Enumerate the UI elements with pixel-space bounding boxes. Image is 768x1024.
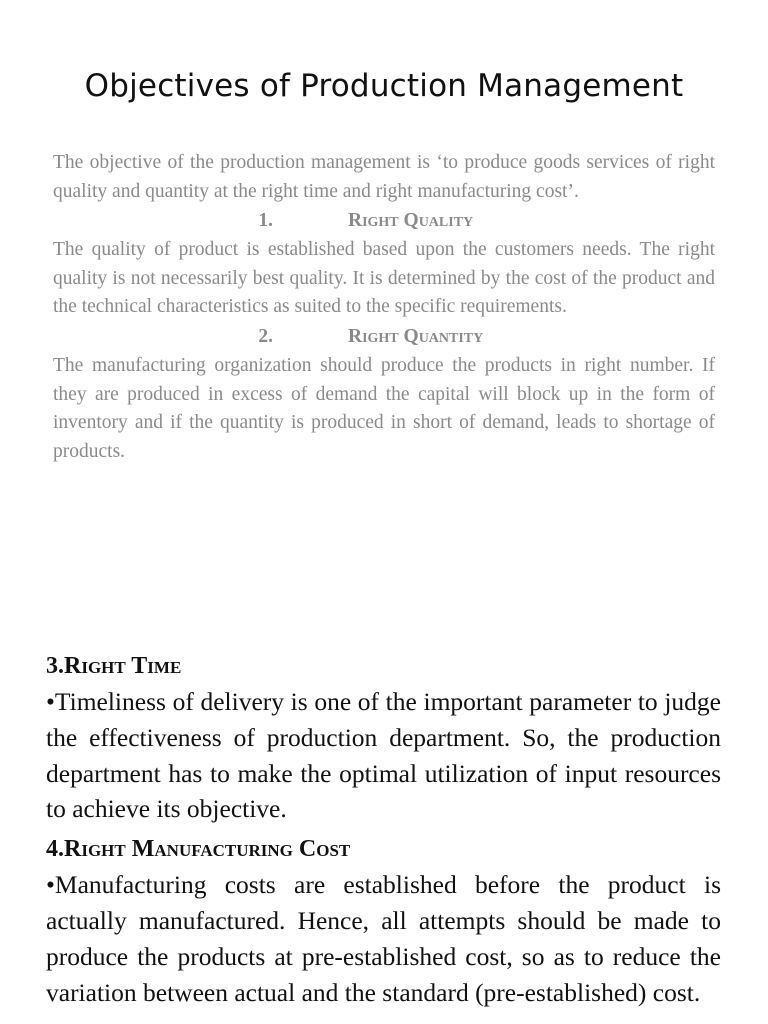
objective-heading-4: 4.Right Manufacturing Cost xyxy=(46,836,351,863)
objective-number: 1. xyxy=(258,210,273,232)
objective-paragraph-2: The manufacturing organization should produce the products in right number. If they are produced in excess of demand the capital will block up in the form of inventory and if the quantity is produced in short of demand, leads to shortage of products. xyxy=(53,354,715,462)
main-section xyxy=(46,648,721,1010)
objective-number: 2. xyxy=(258,325,273,347)
objective-paragraph-1: The quality of product is established based upon the customers needs. The right quality is not necessarily best quality. It is determined by the cost of the product and the technical characteristics as suited to the specific requirements. xyxy=(53,239,715,318)
objective-name: Right Quantity xyxy=(348,325,484,347)
page-title: Objectives of Production Management xyxy=(84,68,684,104)
objective-paragraph-4: •Manufacturing costs are established before the product is actually manufactured. Hence, all attempts should be made to produce the products at pre-established cost, so as to reduce the variation between actual and the standard (pre-established) cost. xyxy=(46,870,721,1007)
objective-heading-3: 3.Right Time xyxy=(46,653,182,679)
objective-paragraph-3: •Timeliness of delivery is one of the important parameter to judge the effectiveness of production department. So, the production department has to make the optimal utilization of input resources to achieve its objective. xyxy=(46,687,721,824)
objective-name: Right Quality xyxy=(348,210,474,232)
objective-heading-1 xyxy=(53,206,715,236)
intro-paragraph: The objective of the production management is ‘to produce goods services of right quality and quantity at the right time and right manufacturing cost’. xyxy=(53,152,715,202)
objective-heading-2 xyxy=(53,322,715,352)
faded-section xyxy=(53,149,715,466)
